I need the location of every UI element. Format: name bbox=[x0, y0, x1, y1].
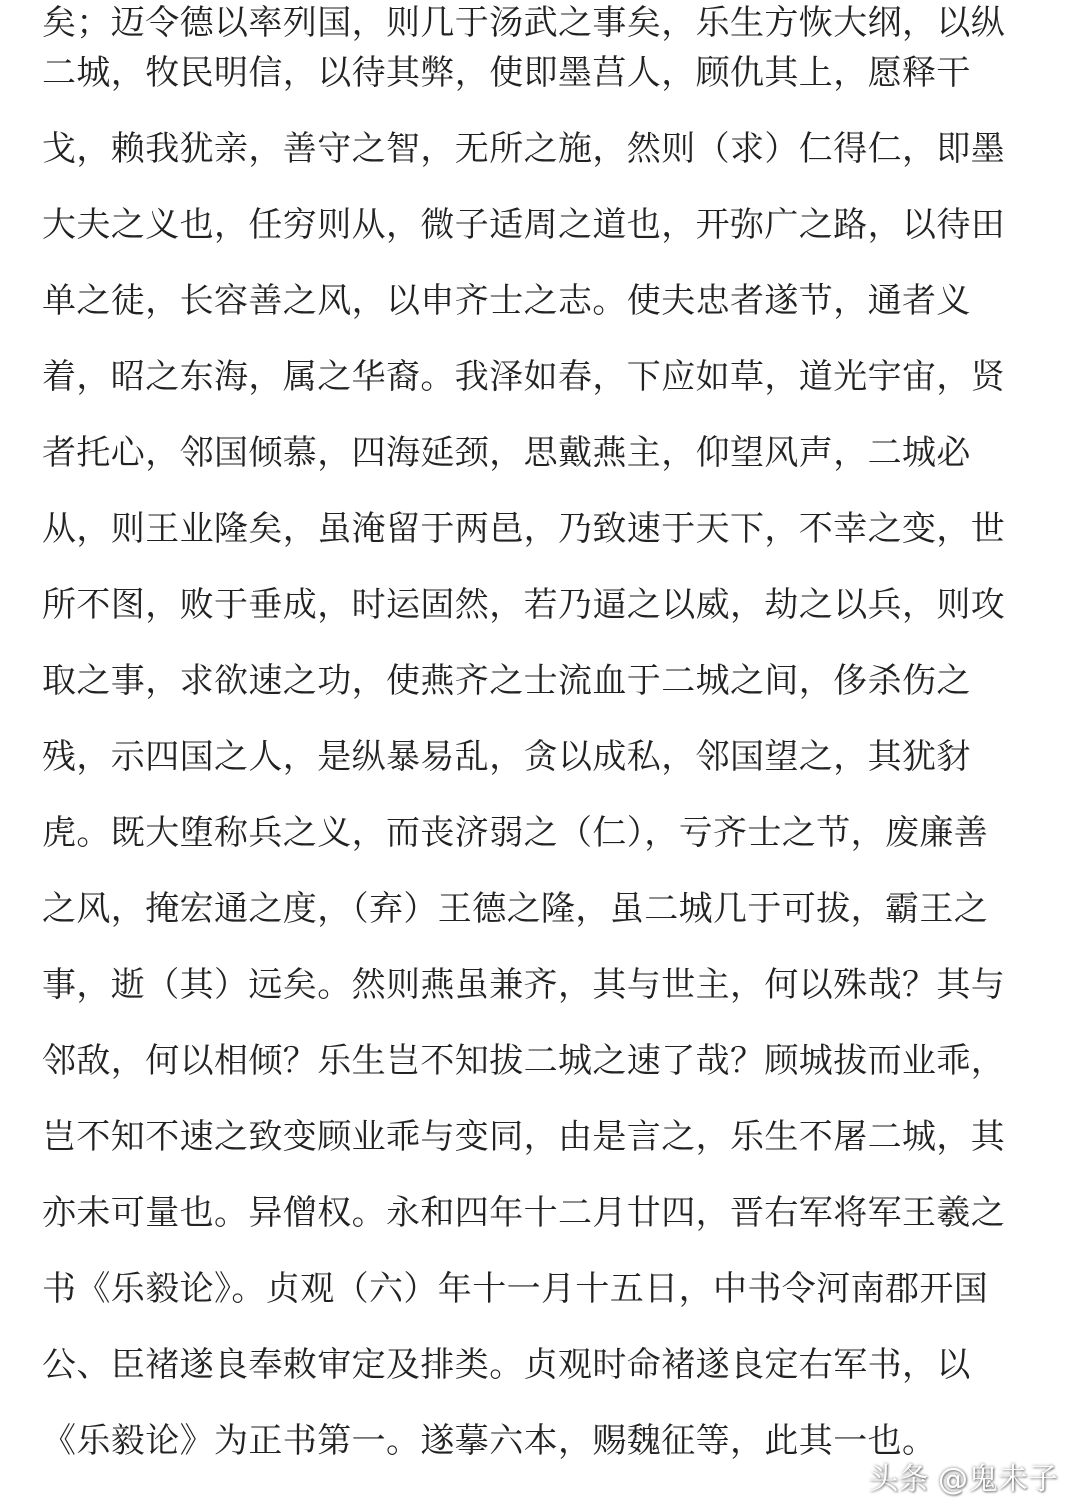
text-line: 所不图，败于垂成，时运固然，若乃逼之以威，劫之以兵，则攻 bbox=[42, 585, 1006, 625]
text-line: 矣；迈令德以率列国，则几于汤武之事矣，乐生方恢大纲，以纵 bbox=[42, 3, 1006, 43]
text-line: 着，昭之东海，属之华裔。我泽如春，下应如草，道光宇宙，贤 bbox=[42, 357, 1006, 397]
article-body bbox=[42, 0, 1052, 1492]
text-line: 大夫之义也，任穷则从，微子适周之道也，开弥广之路，以待田 bbox=[42, 205, 1006, 245]
text-line: 邻敌，何以相倾？乐生岂不知拔二城之速了哉？顾城拔而业乖， bbox=[42, 1041, 1006, 1081]
text-line: 取之事，求欲速之功，使燕齐之士流血于二城之间，侈杀伤之 bbox=[42, 661, 971, 701]
watermark-text: 头条 @鬼未子 bbox=[868, 1462, 1058, 1497]
text-line: 公、臣褚遂良奉敕审定及排类。贞观时命褚遂良定右军书，以 bbox=[42, 1345, 971, 1385]
text-line: 单之徒，长容善之风，以申齐士之志。使夫忠者遂节，通者义 bbox=[42, 281, 971, 321]
text-line: 事，逝（其）远矣。然则燕虽兼齐，其与世主，何以殊哉？其与 bbox=[42, 965, 1006, 1005]
watermark bbox=[868, 1454, 1058, 1498]
text-line: 《乐毅论》为正书第一。遂摹六本，赐魏征等，此其一也。 bbox=[42, 1421, 937, 1461]
text-line: 岂不知不速之致变顾业乖与变同，由是言之，乐生不屠二城，其 bbox=[42, 1117, 1006, 1157]
text-line: 虎。既大堕称兵之义，而丧济弱之（仁），亏齐士之节，废廉善 bbox=[42, 813, 989, 853]
text-line: 残，示四国之人，是纵暴易乱，贪以成私，邻国望之，其犹豺 bbox=[42, 737, 971, 777]
text-line: 从，则王业隆矣，虽淹留于两邑，乃致速于天下，不幸之变，世 bbox=[42, 509, 1006, 549]
text-line: 者托心，邻国倾慕，四海延颈，思戴燕主，仰望风声，二城必 bbox=[42, 433, 971, 473]
text-line: 书《乐毅论》。贞观（六）年十一月十五日，中书令河南郡开国 bbox=[42, 1269, 989, 1309]
text-line: 二城，牧民明信，以待其弊，使即墨莒人，顾仇其上，愿释干 bbox=[42, 53, 971, 93]
text-line: 亦未可量也。异僧权。永和四年十二月廿四，晋右军将军王羲之 bbox=[42, 1193, 1006, 1233]
text-line: 戈，赖我犹亲，善守之智，无所之施，然则（求）仁得仁，即墨 bbox=[42, 129, 1006, 169]
text-line: 之风，掩宏通之度，（弃）王德之隆，虽二城几于可拔，霸王之 bbox=[42, 889, 989, 929]
